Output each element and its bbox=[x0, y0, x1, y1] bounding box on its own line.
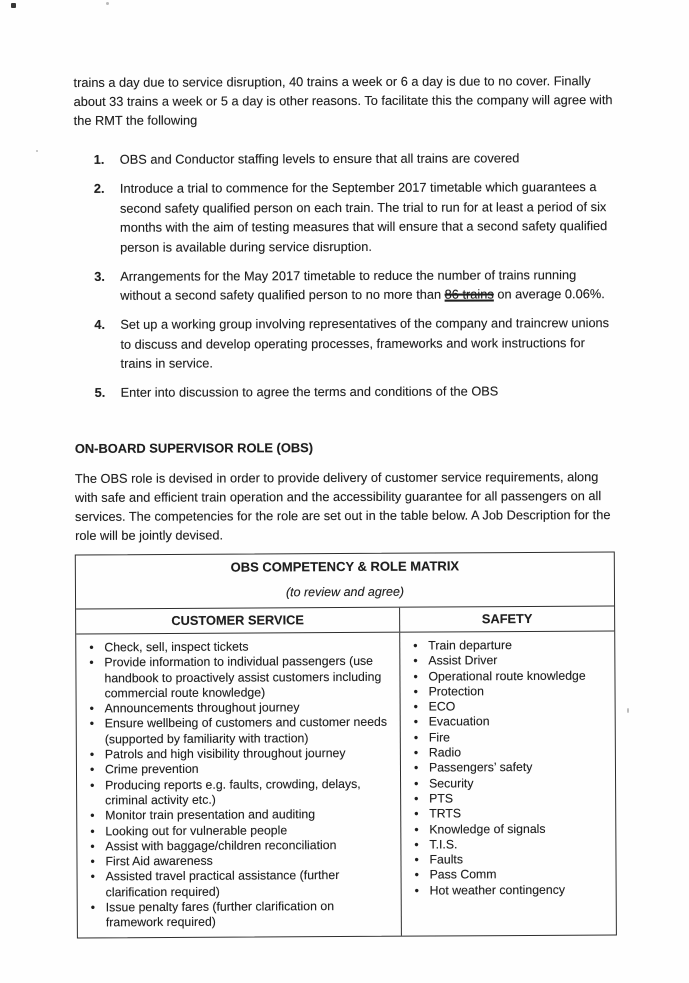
safety-item: • Operational route knowledge bbox=[411, 668, 606, 684]
agreement-list bbox=[74, 148, 615, 402]
list-number: 3. bbox=[94, 268, 105, 284]
list-text-after: on average 0.06%. bbox=[493, 286, 605, 302]
list-number: 5. bbox=[94, 384, 106, 400]
safety-item: • T.I.S. bbox=[412, 836, 607, 852]
customer-service-item: • Assist with baggage/children reconciliation bbox=[88, 837, 392, 854]
customer-service-item: • Looking out for vulnerable people bbox=[88, 822, 392, 839]
column-header-customer-service: CUSTOMER SERVICE bbox=[76, 607, 400, 633]
section-heading: ON-BOARD SUPERVISOR ROLE (OBS) bbox=[74, 439, 314, 456]
safety-item: • Passengers’ safety bbox=[412, 759, 607, 775]
list-item-3 bbox=[94, 265, 614, 306]
safety-item: • TRTS bbox=[412, 805, 607, 821]
customer-service-item: • First Aid awareness bbox=[88, 852, 392, 869]
safety-item: • ECO bbox=[412, 698, 607, 714]
list-text-before: Arrangements for the May 2017 timetable to reduce the number of trains running without a second safety qualified person to no more than bbox=[120, 266, 577, 303]
safety-item: • Protection bbox=[412, 683, 607, 699]
table-title: OBS COMPETENCY & ROLE MATRIX bbox=[230, 557, 460, 575]
competency-matrix-table bbox=[75, 551, 617, 938]
safety-item: • Security bbox=[412, 775, 607, 791]
list-item-2 bbox=[94, 177, 614, 257]
customer-service-list bbox=[76, 632, 402, 936]
list-item-1 bbox=[94, 148, 614, 169]
list-text: Introduce a trial to commence for the September 2017 timetable which guarantees a second safety qualified person on each train. The trial to run for at least a period of six months with the aim of testing measures that will ensure that a second safety qualified person is available during service disruption. bbox=[119, 179, 608, 255]
safety-item: • Train departure bbox=[411, 637, 606, 653]
table-subtitle: (to review and agree) bbox=[285, 584, 405, 599]
list-text: OBS and Conductor staffing levels to ensure that all trains are covered bbox=[119, 150, 520, 167]
customer-service-item: • Check, sell, inspect tickets bbox=[87, 638, 391, 655]
column-header-safety: SAFETY bbox=[481, 610, 533, 626]
customer-service-item: • Provide information to individual passengers (use handbook to proactively assist customers including commercial route knowledge) bbox=[87, 654, 391, 702]
customer-service-item: • Assisted travel practical assistance (further clarification required) bbox=[89, 868, 393, 900]
list-text bbox=[120, 265, 614, 306]
list-number: 2. bbox=[93, 180, 105, 196]
customer-service-item: • Patrols and high visibility throughout journey bbox=[88, 745, 392, 762]
struck-text: 86 trains bbox=[444, 286, 494, 302]
matrix-title-row bbox=[76, 552, 614, 609]
intro-paragraph: trains a day due to service disruption, 40 trains a week or 6 a day is due to no cover. Finally about 33 trains a week or 5 a day is other reasons. To facilitate this the company will agree with the RMT the following bbox=[73, 73, 613, 128]
list-number: 4. bbox=[94, 316, 106, 332]
customer-service-item: • Crime prevention bbox=[88, 761, 392, 778]
scan-speck bbox=[106, 2, 109, 5]
safety-item: • Evacuation bbox=[412, 714, 607, 730]
safety-item: • Pass Comm bbox=[413, 866, 608, 882]
obs-role-paragraph: The OBS role is devised in order to provide delivery of customer service requirements, along with safe and efficient train operation and the accessibility guarantee for all passengers on all services. The competencies for the role are set out in the table below. A Job Description for the role will be jointly devised. bbox=[74, 468, 611, 543]
customer-service-item: • Announcements throughout journey bbox=[88, 699, 392, 716]
list-number: 1. bbox=[93, 151, 105, 167]
safety-item: • Hot weather contingency bbox=[413, 882, 608, 898]
customer-service-item: • Issue penalty fares (further clarification on framework required) bbox=[89, 898, 393, 930]
safety-item: • Assist Driver bbox=[411, 652, 606, 668]
matrix-body bbox=[76, 631, 616, 937]
list-text: Enter into discussion to agree the terms and conditions of the OBS bbox=[120, 383, 499, 400]
safety-item: • Radio bbox=[412, 744, 607, 760]
list-item-5 bbox=[95, 381, 615, 402]
safety-list bbox=[400, 631, 616, 935]
scan-speck bbox=[11, 3, 16, 8]
safety-item: • Fire bbox=[412, 729, 607, 745]
scan-speck bbox=[627, 708, 629, 713]
customer-service-item: • Producing reports e.g. faults, crowding, delays, criminal activity etc.) bbox=[88, 776, 392, 808]
scan-speck bbox=[36, 150, 38, 152]
document-content bbox=[73, 71, 616, 937]
customer-service-item: • Monitor train presentation and auditing bbox=[88, 807, 392, 824]
customer-service-item: • Ensure wellbeing of customers and customer needs (supported by familiarity with traction) bbox=[88, 715, 392, 747]
matrix-header-row bbox=[76, 606, 614, 634]
safety-item: • PTS bbox=[412, 790, 607, 806]
safety-item: • Knowledge of signals bbox=[412, 821, 607, 837]
list-text: Set up a working group involving representatives of the company and traincrew unions to discuss and develop operating processes, frameworks and work instructions for trains in service. bbox=[120, 315, 610, 371]
list-item-4 bbox=[94, 313, 614, 373]
safety-item: • Faults bbox=[412, 851, 607, 867]
